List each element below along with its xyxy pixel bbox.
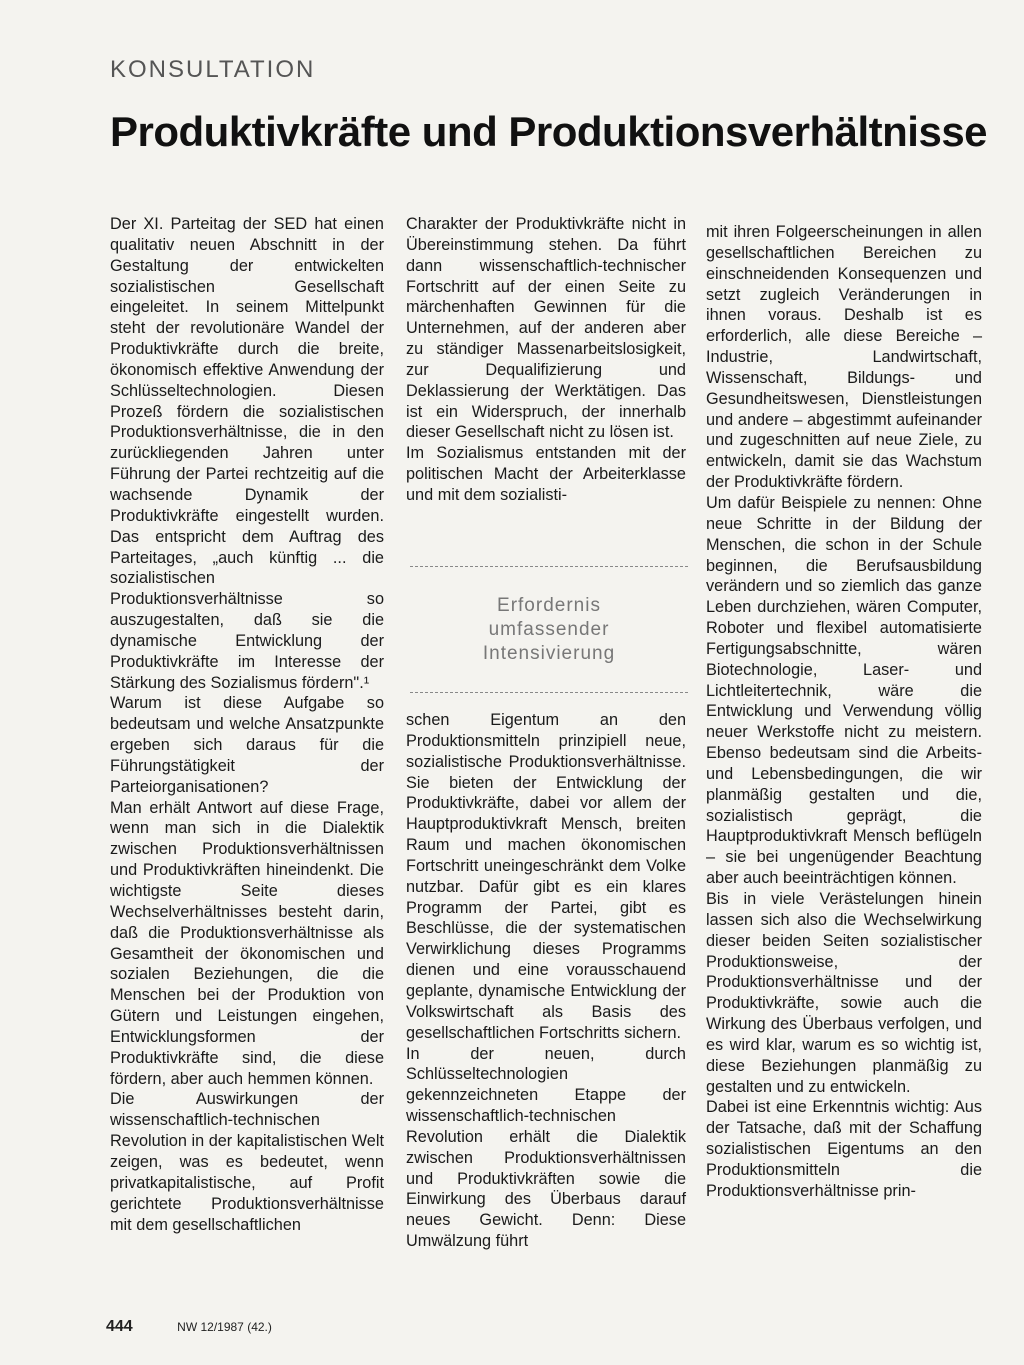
article-title: Produktivkräfte und Produktionsverhältnisse: [110, 108, 988, 155]
paragraph: Im Sozialismus entstanden mit der politischen Macht der Arbeiterklasse und mit dem sozialisti-: [406, 444, 686, 504]
page-number: 444: [106, 1318, 133, 1335]
paragraph: Warum ist diese Aufgabe so bedeutsam und welche Ansatzpunkte ergeben sich daraus für die Führungstätigkeit der Parteiorganisationen?: [110, 694, 384, 796]
section-kicker: KONSULTATION: [110, 56, 316, 83]
paragraph: Um dafür Beispiele zu nennen: Ohne neue Schritte in der Bildung der Menschen, die schon in der Schule beginnen, die Berufsausbildung verändern und so ziemlich das ganze Leben durchziehen, wären Computer, Roboter und flexibel automatisierte Fertigungsabschnitte, wären Biotechnologie, Laser- und Lichtleitertechnik, wäre die Entwicklung und Verwendung völlig neuer Werkstoffe nicht zu meistern. Ebenso bedeutsam sind die Arbeits- und Lebensbedingungen, die wir planmäßig gestalten und die, sozialistisch geprägt, die Hauptproduktivkraft Mensch beflügeln – sie bei ungenügender Beachtung aber auch beeinträchtigen können.: [706, 493, 982, 888]
text-column-2-top: [406, 214, 686, 506]
pull-quote-line: umfassender: [488, 618, 610, 640]
pull-quote: [410, 566, 688, 693]
paragraph: schen Eigentum an den Produktionsmitteln prinzipiell neue, sozialistische Produktionsverhältnisse. Sie bieten der Entwicklung der Produktivkräfte, dabei vor allem der Hauptproduktivkraft Mensch, breiten Raum und machen ökonomischen Fortschritt uneingeschränkt dem Volke nutzbar. Dafür gibt es ein klares Programm der Partei, gibt es Beschlüsse, die der systematischen Verwirklichung dieses Programms dienen und eine vorausschauend geplante, dynamische Entwicklung der Volkswirtschaft als Basis des gesellschaftlichen Fortschritts sichern.: [406, 711, 686, 1042]
page-footer: [106, 1318, 272, 1336]
paragraph: Man erhält Antwort auf diese Frage, wenn man sich in die Dialektik zwischen Produktionsverhältnissen und Produktivkräften hineindenkt. Die wichtigste Seite dieses Wechselverhältnisses besteht darin, daß die Produktionsverhältnisse als Gesamtheit der ökonomischen und sozialen Beziehungen, die die Menschen bei der Produktion von Gütern und Leistungen eingehen, Entwicklungsformen der Produktivkräfte sind, die diese fördern, aber auch hemmen können.: [110, 798, 384, 1088]
pull-quote-line: Intensivierung: [482, 642, 616, 664]
paragraph: In der neuen, durch Schlüsseltechnologien gekennzeichneten Etappe der wissenschaftlich-technischen Revolution erhält die Dialektik zwischen Produktionsverhältnissen und Produktivkräften sowie die Einwirkung des Überbaus darauf neues Gewicht. Denn: Diese Umwälzung führt: [406, 1044, 686, 1251]
pull-quote-line: Erfordernis: [497, 594, 601, 616]
paragraph: Der XI. Parteitag der SED hat einen qualitativ neuen Abschnitt in der Gestaltung der entwickelten sozialistischen Gesellschaft eingeleitet. In seinem Mittelpunkt steht der revolutionäre Wandel der Produktivkräfte durch die breite, ökonomisch effektive Anwendung der Schlüsseltechnologien. Diesen Prozeß fördern die sozialistischen Produktionsverhältnisse, die in den zurückliegenden Jahren unter Führung der Partei rechtzeitig auf die wachsende Dynamik der Produktivkräfte eingestellt wurden. Das entspricht dem Auftrag des Parteitages, „auch künftig ... die sozialistischen Produktionsverhältnisse so auszugestalten, daß sie die dynamische Entwicklung der Produktivkräfte im Interesse der Stärkung des Sozialismus fördern".¹: [110, 215, 384, 692]
paragraph: Charakter der Produktivkräfte nicht in Übereinstimmung stehen. Da führt dann wissenschaftlich-technischer Fortschritt auf der einen Seite zu märchenhaften Gewinnen für die Unternehmen, auf der anderen aber zu ständiger Massenarbeitslosigkeit, zur Dequalifizierung und Deklassierung der Werktätigen. Das ist ein Widerspruch, der innerhalb dieser Gesellschaft nicht zu lösen ist.: [406, 215, 686, 442]
paragraph: Dabei ist eine Erkenntnis wichtig: Aus der Tatsache, daß mit der Schaffung sozialistischen Eigentums an den Produktionsmitteln die Produktionsverhältnisse prin-: [706, 1098, 982, 1200]
text-column-3: [706, 222, 982, 1202]
paragraph: Die Auswirkungen der wissenschaftlich-technischen Revolution in der kapitalistischen Welt zeigen, was es bedeutet, wenn privatkapitalistische, auf Profit gerichtete Produktionsverhältnisse mit dem gesellschaftlichen: [110, 1090, 384, 1234]
text-column-2-bottom: [406, 710, 686, 1252]
paragraph: mit ihren Folgeerscheinungen in allen gesellschaftlichen Bereichen zu einschneidenden Konsequenzen und setzt zugleich Veränderungen in ihnen voraus. Deshalb ist es erforderlich, alle diese Bereiche – Industrie, Landwirtschaft, Wissenschaft, Bildungs- und Gesundheitswesen, Dienstleistungen und andere – abgestimmt aufeinander und zugeschnitten auf neue Ziele, zu entwickeln, damit sie das Wachstum der Produktivkräfte fördern.: [706, 223, 982, 492]
text-column-1: [110, 214, 384, 1235]
issue-reference: NW 12/1987 (42.): [177, 1320, 272, 1334]
paragraph: Bis in viele Verästelungen hinein lassen sich also die Wechselwirkung dieser beiden Seiten sozialistischer Produktionsweise, der Produktionsverhältnisse und der Produktivkräfte, sowie auch die Wirkung des Überbaus verfolgen, und es wird klar, warum es so wichtig ist, diese Beziehungen planmäßig zu gestalten und zu entwickeln.: [706, 890, 982, 1096]
